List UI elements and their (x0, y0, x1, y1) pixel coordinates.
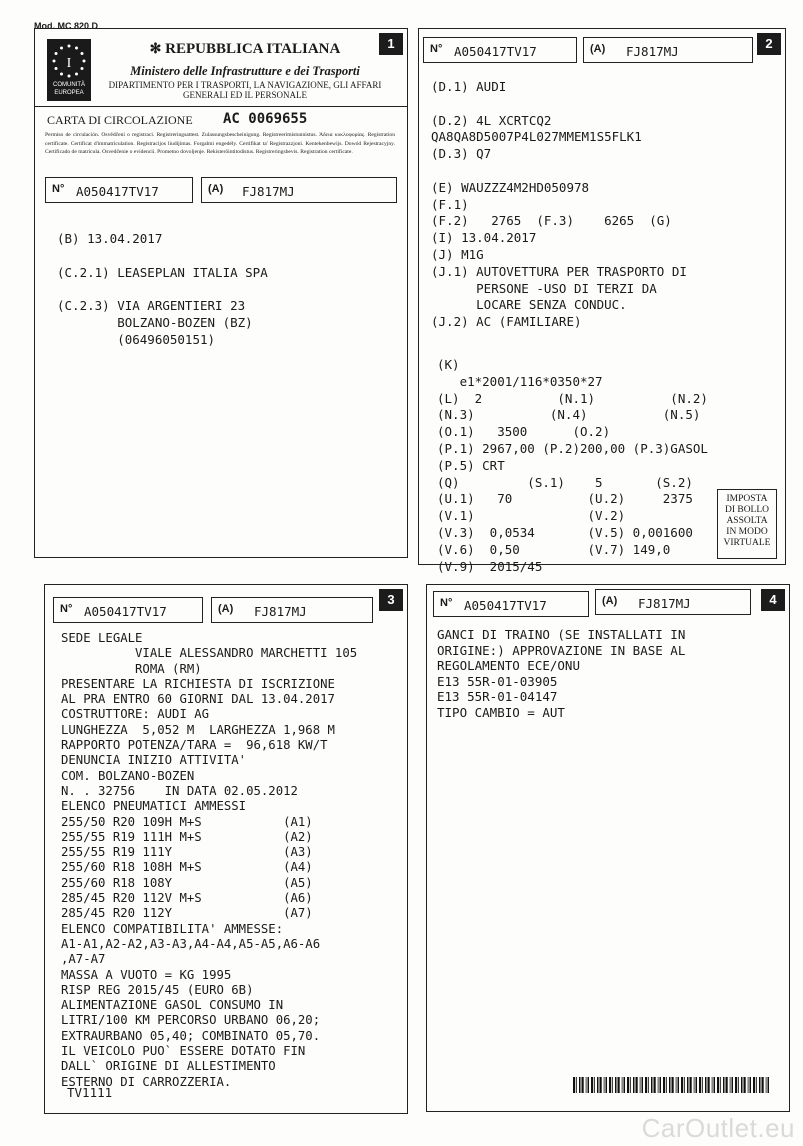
text-line: (B) 13.04.2017 (57, 231, 163, 246)
text-line: DENUNCIA INIZIO ATTIVITA' (61, 753, 247, 768)
text-line: (C.2.3) VIA ARGENTIERI 23 (57, 298, 246, 314)
registration-number-box: N° A050417TV17 (53, 597, 203, 623)
text-line: GANCI DI TRAINO (SE INSTALLATI IN (437, 627, 686, 642)
text-line: (V.3) 0,0534 (V.5) 0,001600 (437, 524, 693, 540)
barcode (573, 1077, 771, 1093)
republic-title: ✻ REPUBBLICA ITALIANA (149, 41, 341, 57)
text-line: LITRI/100 KM PERCORSO URBANO 06,20; (61, 1013, 321, 1028)
eu-label: COMUNITÀ EUROPEA (53, 82, 85, 96)
text-line: 255/60 R18 108Y (A5) (61, 875, 313, 890)
text-line: ,A7-A7 (61, 952, 106, 967)
text-line: TIPO CAMBIO = AUT (437, 704, 565, 720)
text-line: (D.3) Q7 (431, 146, 492, 162)
plate-box: (A) FJ817MJ (211, 597, 373, 623)
text-line: 255/55 R19 111H M+S (A2) (61, 829, 313, 844)
carta-number: AC 0069655 (223, 111, 308, 127)
owner-lines (57, 231, 268, 349)
emblem-icon: ✻ (149, 42, 162, 57)
panel-2-vehicle (418, 28, 786, 574)
text-line: ELENCO COMPATIBILITA' AMMESSE: (61, 921, 284, 936)
text-line: EXTRAURBANO 05,40; COMBINATO 05,70. (61, 1028, 321, 1043)
footer-code: TV1111 (67, 1085, 113, 1100)
text-line: (E) WAUZZZ4M2HD050978 (431, 179, 590, 195)
text-line: e1*2001/116*0350*27 (437, 373, 603, 389)
carta-label: CARTA DI CIRCOLAZIONE (47, 113, 193, 127)
text-line: (D.2) 4L XCRTCQ2 (431, 112, 552, 128)
text-line (57, 281, 268, 298)
text-line: RAPPORTO POTENZA/TARA = 96,618 KW/T (61, 738, 328, 753)
text-line: (V.9) 2015/45 (437, 558, 543, 574)
text-line: (K) (437, 357, 460, 372)
watermark: CarOutlet.eu (641, 1113, 795, 1143)
stamp-duty-line: DI BOLLO (724, 505, 770, 515)
text-line: 255/50 R20 109H M+S (A1) (61, 814, 313, 829)
text-line: (N.3) (N.4) (N.5) (437, 407, 701, 423)
model-label: Mod. MC 820 D (34, 21, 99, 31)
country-letter: I (66, 56, 72, 71)
text-line: COM. BOLZANO-BOZEN (61, 768, 195, 783)
registration-number-box: N° A050417TV17 (423, 37, 577, 63)
text-line: (J.1) AUTOVETTURA PER TRASPORTO DI (431, 263, 687, 279)
text-line: (C.2.1) LEASEPLAN ITALIA SPA (57, 264, 268, 280)
multilingual-title: Permiso de circulación. Osvědčení o registraci. Registreringsattest. Zulassungsbescheinigung. Registreerimistunnistus. Άδεια κυκλοφορίας. Registration certificate. Certificat d'immatriculation. Registracijos liudijimas. Forgalmi engedély. Certifikat ta' Registrazzjoni. Kentekenbewijs. Dowód Rejestracyjny. Certificado de matrícula. Osvedčenie o evidencii. Prometno dovoljenje. Rekisteröintitodistus. Registreringsbevis. Registration certificate. (45, 132, 395, 155)
text-line: 255/55 R19 111Y (A3) (61, 845, 313, 860)
notes-lines (61, 631, 357, 1090)
text-line: (P.1) 2967,00 (P.2)200,00 (P.3)GASOL (437, 440, 708, 456)
stamp-duty-line: IN MODO (726, 527, 768, 537)
text-line: REGOLAMENTO ECE/ONU (437, 658, 580, 673)
text-line: ALIMENTAZIONE GASOL CONSUMO IN (61, 998, 284, 1013)
eu-stars-icon (50, 42, 88, 80)
stamp-duty-box (717, 489, 777, 559)
plate-box: (A) FJ817MJ (201, 177, 397, 203)
panel-1-owner (34, 28, 408, 558)
text-line: E13 55R-01-03905 (437, 673, 558, 689)
text-line: (J) M1G (431, 246, 484, 262)
text-line: (U.1) 70 (U.2) 2375 (437, 491, 693, 507)
registration-number-box: N° A050417TV17 (433, 591, 589, 617)
text-line: BOLZANO-BOZEN (BZ) (57, 314, 253, 330)
text-line (431, 96, 687, 113)
text-line: COSTRUTTORE: AUDI AG (61, 707, 210, 722)
vehicle-block-2 (437, 357, 708, 575)
text-line: MASSA A VUOTO = KG 1995 (61, 967, 232, 982)
text-line: (P.5) CRT (437, 457, 505, 473)
text-line: AL PRA ENTRO 60 GIORNI DAL 13.04.2017 (61, 692, 335, 707)
text-line: PRESENTARE LA RICHIESTA DI ISCRIZIONE (61, 676, 335, 691)
stamp-duty-line: IMPOSTA (726, 494, 768, 504)
header-divider (35, 106, 407, 107)
text-line: RISP REG 2015/45 (EURO 6B) (61, 982, 254, 997)
text-line (57, 248, 268, 265)
text-line: (V.1) (V.2) (437, 508, 626, 524)
text-line: 255/60 R18 108H M+S (A4) (61, 860, 313, 875)
text-line: 285/45 R20 112V M+S (A6) (61, 891, 313, 906)
text-line: A1-A1,A2-A2,A3-A3,A4-A4,A5-A5,A6-A6 (61, 936, 321, 951)
panel-number: 4 (761, 589, 785, 611)
panel-number: 1 (379, 33, 403, 55)
panel-number: 3 (379, 589, 403, 611)
text-line: (J.2) AC (FAMILIARE) (431, 314, 582, 330)
text-line: LUNGHEZZA 5,052 M LARGHEZZA 1,968 M (61, 722, 335, 737)
towing-lines (437, 627, 685, 720)
text-line: DALL` ORIGINE DI ALLESTIMENTO (61, 1059, 276, 1074)
department-name: DIPARTIMENTO PER I TRASPORTI, LA NAVIGAZIONE, GLI AFFARI GENERALI ED IL PERSONALE (108, 80, 382, 100)
panel-4-towing (426, 584, 790, 1112)
text-line: VIALE ALESSANDRO MARCHETTI 105 (61, 646, 358, 661)
plate-box: (A) FJ817MJ (583, 37, 753, 63)
text-line: ROMA (RM) (61, 661, 202, 676)
text-line: (O.1) 3500 (O.2) (437, 424, 611, 440)
eu-flag-logo (47, 39, 91, 101)
text-line: (L) 2 (N.1) (N.2) (437, 390, 708, 406)
text-line: QA8QA8D5007P4L027MMEM1S5FLK1 (431, 129, 642, 145)
text-line: N. . 32756 IN DATA 02.05.2012 (61, 783, 298, 798)
ministry-name: Ministero delle Infrastrutture e dei Trasporti (130, 64, 360, 78)
text-line: PERSONE -USO DI TERZI DA (431, 280, 657, 296)
text-line: (F.2) 2765 (F.3) 6265 (G) (431, 213, 672, 229)
text-line: (V.6) 0,50 (V.7) 149,0 (437, 541, 671, 557)
stamp-duty-line: ASSOLTA (726, 516, 768, 526)
text-line: (D.1) AUDI (431, 79, 507, 94)
vehicle-block-1 (431, 79, 687, 331)
text-line: (F.1) (431, 196, 469, 212)
text-line: SEDE LEGALE (61, 631, 143, 645)
panel-number: 2 (757, 33, 781, 55)
text-line: IL VEICOLO PUO` ESSERE DOTATO FIN (61, 1044, 306, 1059)
text-line: ELENCO PNEUMATICI AMMESSI (61, 799, 247, 814)
text-line: ORIGINE:) APPROVAZIONE IN BASE AL (437, 642, 686, 658)
panel-3-notes (44, 584, 408, 1114)
text-line: (I) 13.04.2017 (431, 230, 537, 246)
text-line: LOCARE SENZA CONDUC. (431, 297, 627, 313)
text-line: E13 55R-01-04147 (437, 689, 558, 704)
stamp-duty-line: VIRTUALE (723, 538, 771, 548)
registration-number-box: N° A050417TV17 (45, 177, 193, 203)
text-line: (06496050151) (57, 331, 216, 347)
text-line: (Q) (S.1) 5 (S.2) (437, 474, 693, 490)
plate-box: (A) FJ817MJ (595, 589, 751, 615)
text-line (431, 163, 687, 180)
text-line: ESTERNO DI CARROZZERIA. (61, 1074, 232, 1089)
text-line: 285/45 R20 112Y (A7) (61, 906, 313, 921)
